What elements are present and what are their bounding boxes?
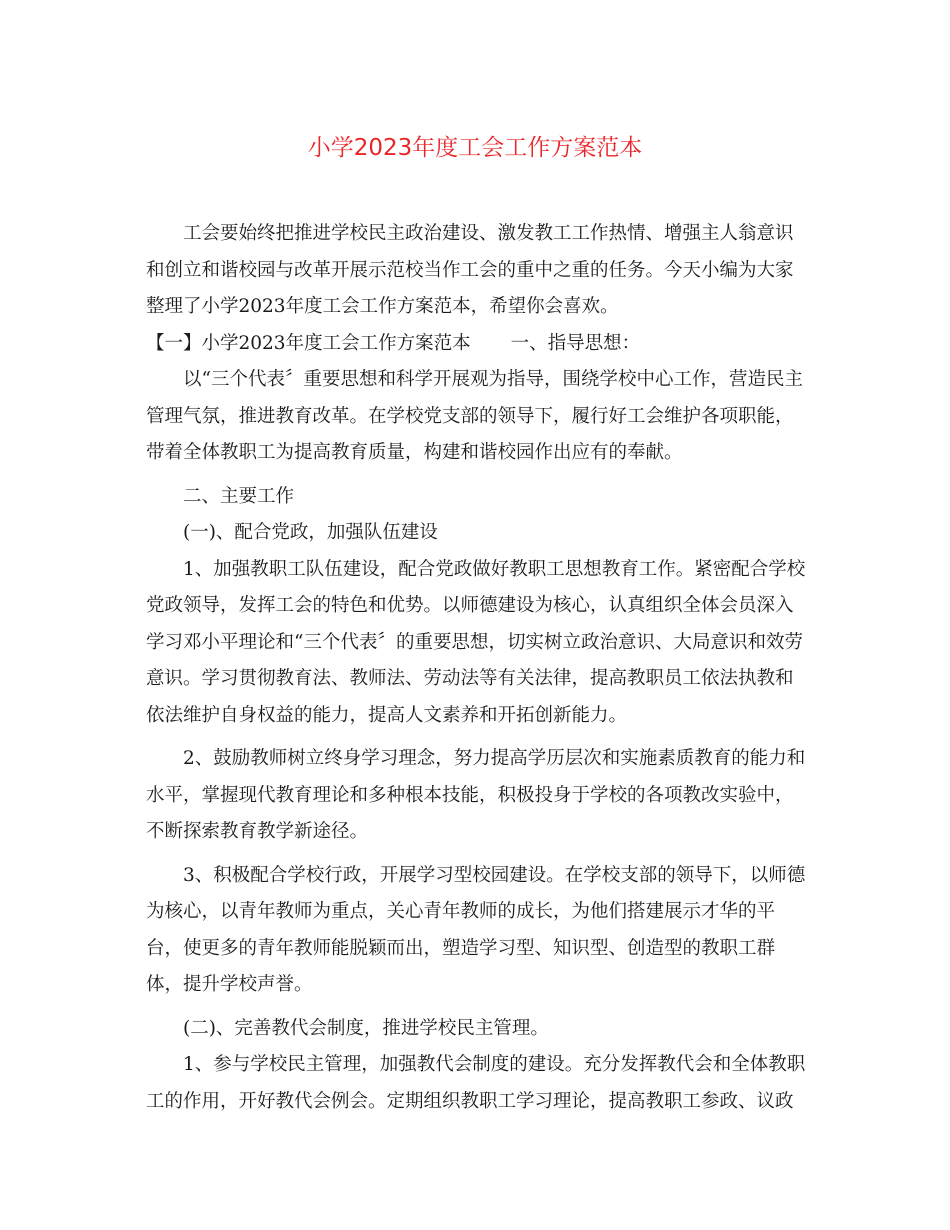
guiding-heading: 一、指导思想： [510,332,641,354]
document-body [146,216,806,1120]
intro-paragraph: 工会要始终把推进学校民主政治建设、激发教工工作热情、增强主人翁意识和创立和谐校园与改革开展示范校当作工会的重中之重的任务。今天小编为大家整理了小学2023年度工会工作方案范本，希望你会喜欢。 [146,223,794,317]
subsection-one-heading: (一)、配合党政，加强队伍建设 [183,522,438,543]
subsection-two-heading: (二)、完善教代会制度，推进学校民主管理。 [183,1017,549,1039]
item-one-paragraph: 1、加强教职工队伍建设，配合党政做好教职工思想教育工作。紧密配合学校党政领导，发挥工会的特色和优势。以师德建设为核心，认真组织全体会员深入学习邓小平理论和“三个代表〞的重要思想，切实树立政治意识、大局意识和效劳意识。学习贯彻教育法、教师法、劳动法等有关法律，提高教职员工依法执教和依法维护自身权益的能力，提高人文素养和开拓创新能力。 [146,558,806,726]
item-three-paragraph: 3、积极配合学校行政，开展学习型校园建设。在学校支部的领导下，以师德为核心，以青年教师为重点，关心青年教师的成长，为他们搭建展示才华的平台，使更多的青年教师能脱颖而出，塑造学习型、知识型、创造型的教职工群体，提升学校声誉。 [146,864,806,995]
guiding-paragraph: 以“三个代表〞重要思想和科学开展观为指导，围绕学校中心工作，营造民主管理气氛，推进教育改革。在学校党支部的领导下，履行好工会维护各项职能，带着全体教职工为提高教育质量，构建和谐校园作出应有的奉献。 [146,369,803,463]
section-one-line [146,326,806,363]
item-four-paragraph: 1、参与学校民主管理，加强教代会制度的建设。充分发挥教代会和全体教职工的作用，开好教代会例会。定期组织教职工学习理论，提高教职工参政、议政 [146,1054,806,1112]
main-work-heading: 二、主要工作 [183,485,295,507]
section-one-label: 【一】小学2023年度工会工作方案范本 [146,332,471,354]
document-title: 小学2023年度工会工作方案范本 [307,135,643,161]
item-two-paragraph: 2、鼓励教师树立终身学习理念，努力提高学历层次和实施素质教育的能力和水平，掌握现代教育理论和多种根本技能，积极投身于学校的各项教改实验中，不断探索教育教学新途径。 [146,748,806,842]
